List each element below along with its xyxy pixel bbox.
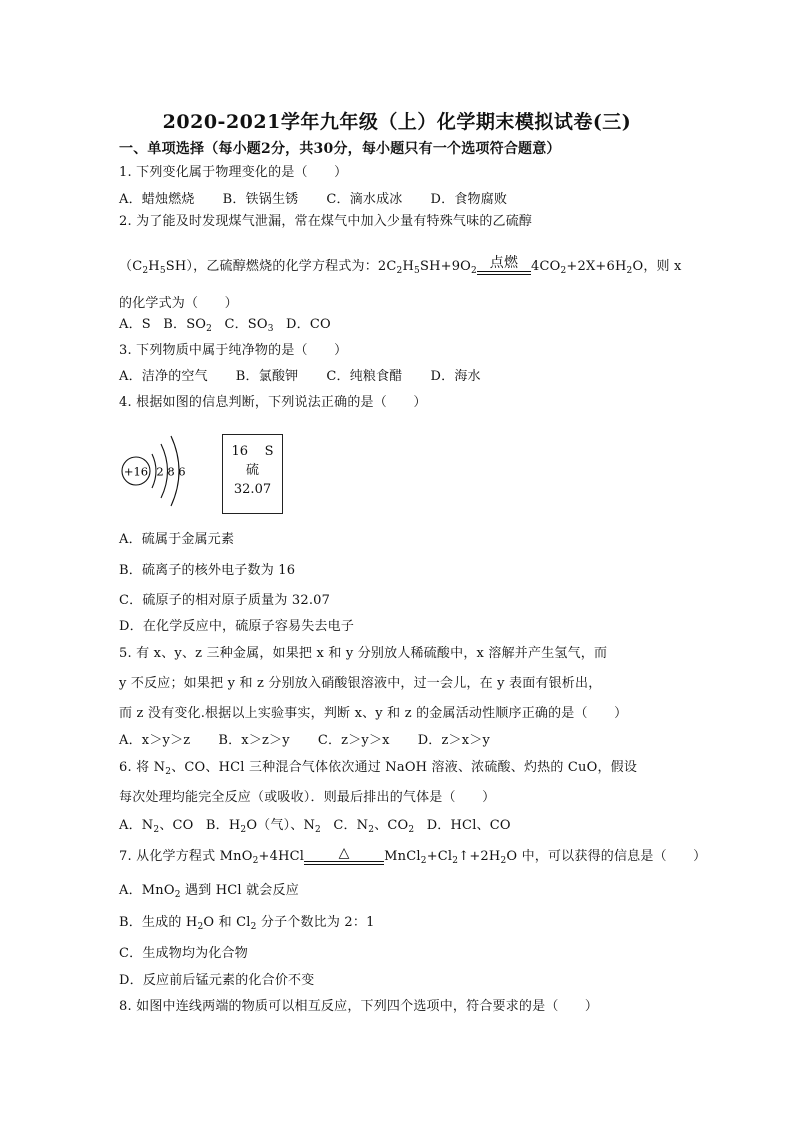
reaction-condition-ignite: 点燃 (477, 256, 531, 275)
q6-option-d[interactable]: D．HCl、CO (426, 818, 511, 833)
q5-option-a[interactable]: A．x＞y＞z (119, 733, 191, 748)
sulfur-atom-structure-diagram (119, 428, 199, 518)
q4-stem: 4. 根据如图的信息判断，下列说法正确的是（ ） (119, 395, 427, 410)
reaction-condition-heat: △ (304, 846, 384, 865)
q5-line3: 而 z 没有变化.根据以上实验事实，判断 x、y 和 z 的金属活动性顺序正确的是（ ） (119, 706, 628, 721)
q7-option-d[interactable]: D．反应前后锰元素的化合价不变 (119, 973, 315, 988)
q7-option-a[interactable]: A．MnO$_2$ 遇到 HCl 就会反应 (119, 883, 299, 900)
q5-option-c[interactable]: C．z＞y＞x (317, 733, 390, 748)
q8-stem: 8. 如图中连线两端的物质可以相互反应，下列四个选项中，符合要求的是（ ） (119, 999, 599, 1014)
q2-text: SH），乙硫醇燃烧的化学方程式为：2C (165, 259, 397, 274)
q2-stem: 2. 为了能及时发现煤气泄漏，常在煤气中加入少量有特殊气味的乙硫醇 (119, 214, 533, 229)
sub: 5 (159, 266, 166, 276)
q1-stem: 1. 下列变化属于物理变化的是（ ） (119, 165, 348, 180)
sub: 2 (560, 266, 567, 276)
q2-option-c[interactable]: C．$SO_3$ (224, 317, 274, 334)
q5-line1: 5. 有 x、y、z 三种金属，如果把 x 和 y 分别放人稀硫酸中，x 溶解并产生氢气，而 (119, 646, 608, 661)
sub: 2 (142, 266, 149, 276)
q2-equation-line (119, 256, 682, 275)
q5-option-d[interactable]: D．z＞x＞y (417, 733, 491, 748)
q4-option-d[interactable]: D．在化学反应中，硫原子容易失去电子 (119, 619, 355, 634)
q2-option-b[interactable]: B．$SO_2$ (163, 317, 213, 334)
q2-text: 4CO (530, 259, 561, 274)
electron-shells: 2 8 6 (156, 464, 186, 479)
q2-option-d[interactable]: D．CO (286, 317, 331, 332)
element-name: 硫 (245, 463, 259, 478)
q1-option-a[interactable]: A．蜡烛燃烧 (119, 192, 195, 207)
sub: 2 (626, 266, 633, 276)
q1-options (119, 192, 535, 208)
q3-option-b[interactable]: B．氯酸钾 (235, 369, 299, 384)
q5-options (119, 733, 518, 749)
q2-line3: 的化学式为（ ） (119, 296, 238, 311)
q5-line2: y 不反应；如果把 y 和 z 分别放入硝酸银溶液中，过一会儿，在 y 表面有银析出， (119, 676, 602, 691)
q6-line1: 6. 将 $N_2$、CO、HCl 三种混合气体依次通过 NaOH 溶液、浓硫酸、灼热的 CuO，假设 (119, 760, 638, 777)
q2-text: （C (119, 259, 143, 274)
section-heading: 一、单项选择（每小题2分，共30分，每小题只有一个选项符合题意） (119, 141, 561, 157)
q7-option-b[interactable]: B．生成的 $H_2O$ 和 $Cl_2$ 分子个数比为 2：1 (119, 915, 375, 932)
q2-text: H (402, 259, 415, 274)
q3-option-c[interactable]: C．纯粮食醋 (326, 369, 403, 384)
q4-option-b[interactable]: B．硫离子的核外电子数为 16 (119, 563, 296, 578)
q1-option-c[interactable]: C．滴水成冰 (326, 192, 403, 207)
equals-bars (477, 271, 531, 275)
q2-text: +2X+6H (566, 259, 627, 274)
element-number-symbol: 16 S (231, 444, 274, 459)
q2-text: O，则 x (632, 259, 682, 274)
q6-line2: 每次处理均能完全反应（或吸收）．则最后排出的气体是（ ） (119, 790, 496, 805)
q3-option-a[interactable]: A．洁净的空气 (119, 369, 208, 384)
q4-option-a[interactable]: A．硫属于金属元素 (119, 532, 235, 547)
sub: 5 (414, 266, 420, 276)
q1-option-d[interactable]: D．食物腐败 (430, 192, 508, 207)
q6-option-c[interactable]: C．$N_2$、$CO_2$ (333, 818, 415, 835)
q5-option-b[interactable]: B．x＞z＞y (218, 733, 290, 748)
q4-option-c[interactable]: C．硫原子的相对原子质量为 32.07 (119, 593, 331, 608)
q7-stem: 7. 从化学方程式 MnO$_2$+4HCl △ $MnCl_2+Cl_2↑+2H_2O$ 中，可以获得的信息是（ ） (119, 845, 707, 866)
q2-options (119, 317, 339, 333)
q3-options (119, 369, 509, 385)
exam-title: 2020-2021学年九年级（上）化学期末模拟试卷(三) (162, 111, 632, 133)
sub: 2 (471, 266, 477, 276)
equals-bars (304, 861, 384, 865)
q2-text: SH+9O (419, 259, 472, 274)
q3-stem: 3. 下列物质中属于纯净物的是（ ） (119, 343, 348, 358)
element-mass: 32.07 (233, 482, 272, 497)
q6-options (119, 818, 519, 834)
q2-text: H (148, 259, 160, 274)
nucleus-charge: +16 (123, 464, 149, 479)
q2-option-a[interactable]: A．S (119, 317, 151, 332)
q6-option-b[interactable]: B．$H_2O$（气）、$N_2$ (205, 818, 321, 835)
sub: 2 (396, 266, 403, 276)
q3-option-d[interactable]: D．海水 (430, 369, 481, 384)
q7-option-c[interactable]: C．生成物均为化合物 (119, 946, 248, 961)
q1-option-b[interactable]: B．铁锅生锈 (222, 192, 299, 207)
periodic-table-cell (222, 434, 283, 514)
q6-option-a[interactable]: A．$N_2$、CO (119, 818, 194, 835)
